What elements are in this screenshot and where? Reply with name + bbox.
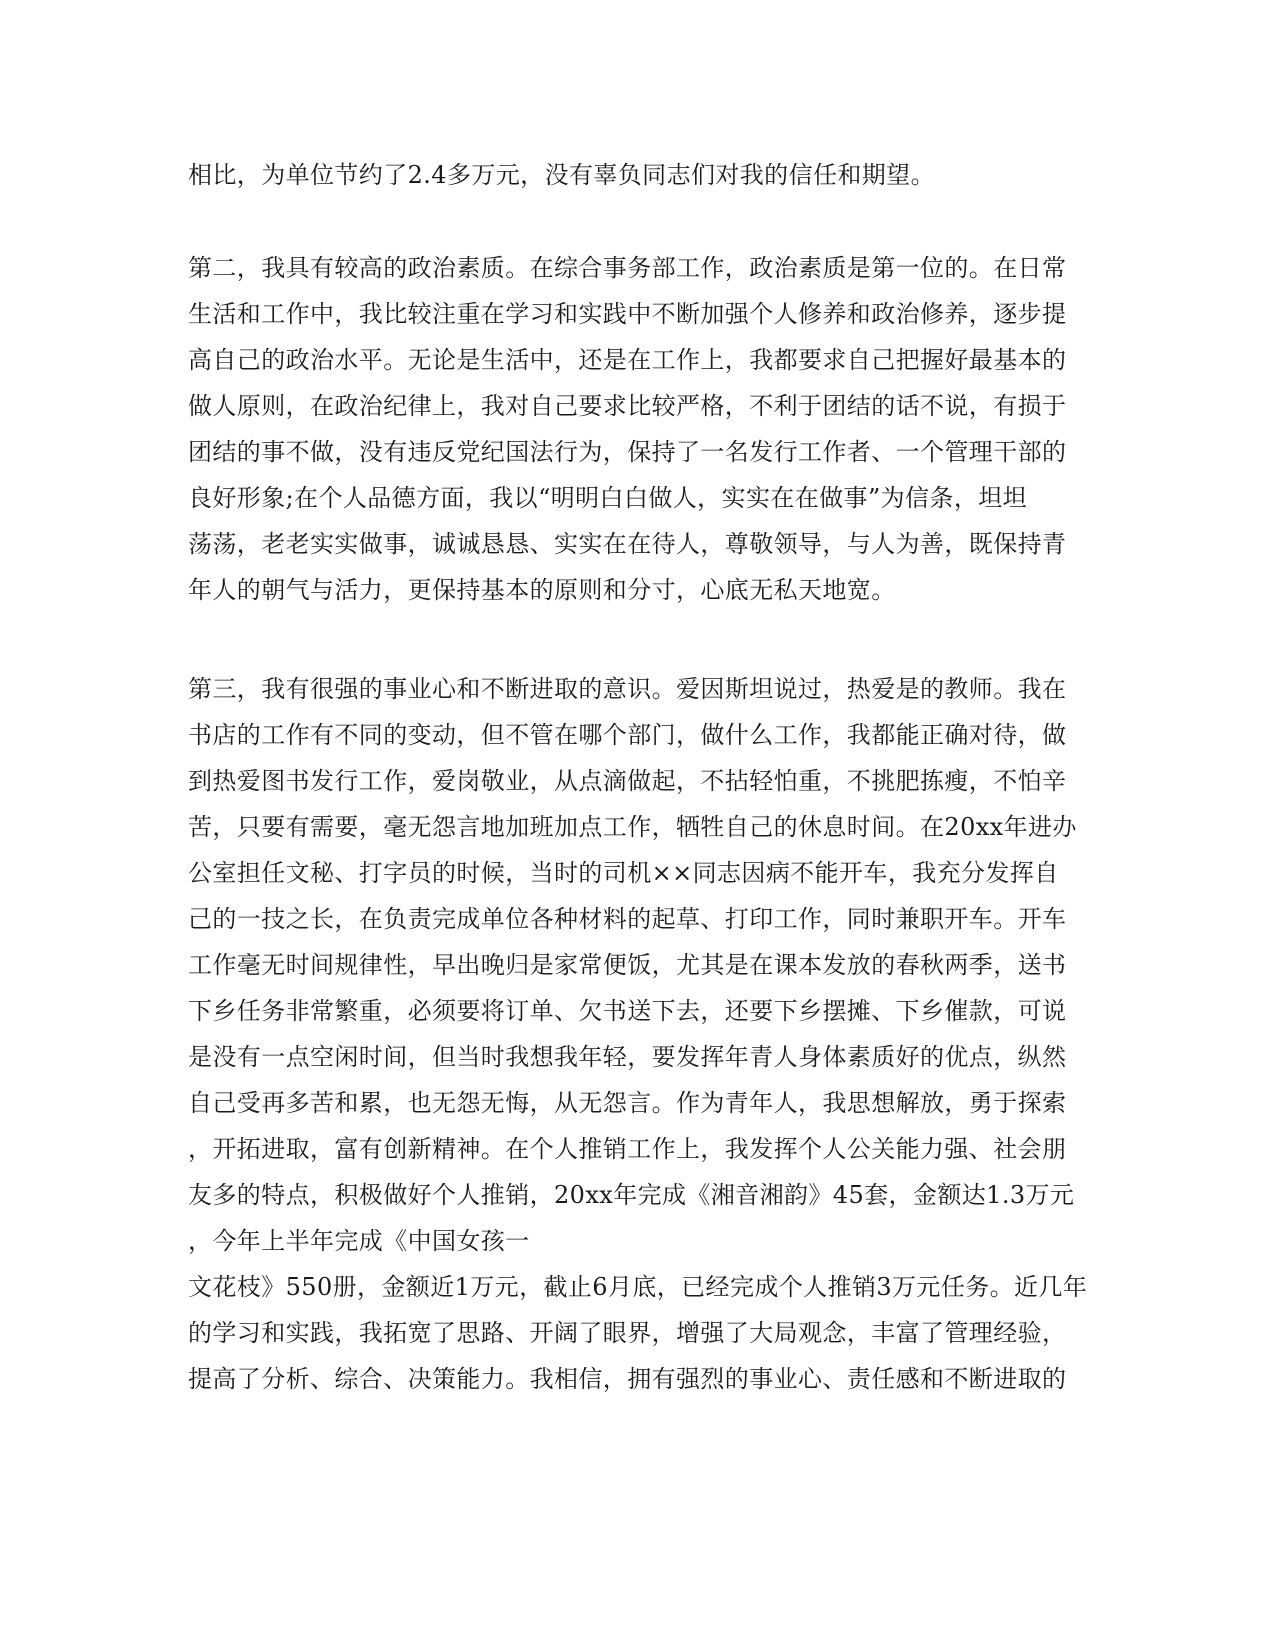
paragraph-3-line: 第三，我有很强的事业心和不断进取的意识。爱因斯坦说过，热爱是的教师。我在 [188, 675, 1067, 703]
paragraph-3-line: 下乡任务非常繁重，必须要将订单、欠书送下去，还要下乡摆摊、下乡催款，可说 [188, 997, 1067, 1025]
paragraph-2-line: 高自己的政治水平。无论是生活中，还是在工作上，我都要求自己把握好最基本的 [188, 346, 1067, 374]
paragraph-3-line: ，今年上半年完成《中国女孩一 [188, 1227, 530, 1255]
paragraph-3-line: 的学习和实践，我拓宽了思路、开阔了眼界，增强了大局观念，丰富了管理经验， [188, 1319, 1067, 1347]
paragraph-2-line: 第二，我具有较高的政治素质。在综合事务部工作，政治素质是第一位的。在日常 [188, 254, 1067, 282]
paragraph-3-line: 自己受再多苦和累，也无怨无悔，从无怨言。作为青年人，我思想解放，勇于探索 [188, 1089, 1067, 1117]
paragraph-2-line: 团结的事不做，没有违反党纪国法行为，保持了一名发行工作者、一个管理干部的 [188, 438, 1067, 466]
paragraph-2-line: 做人原则，在政治纪律上，我对自己要求比较严格，不利于团结的话不说，有损于 [188, 392, 1067, 420]
paragraph-3-line: 提高了分析、综合、决策能力。我相信，拥有强烈的事业心、责任感和不断进取的 [188, 1365, 1067, 1393]
paragraph-3-line: ，开拓进取，富有创新精神。在个人推销工作上，我发挥个人公关能力强、社会朋 [188, 1135, 1067, 1163]
paragraph-3-line: 文花枝》550册，金额近1万元，截止6月底，已经完成个人推销3万元任务。近几年 [188, 1273, 1088, 1301]
paragraph-3-line: 友多的特点，积极做好个人推销，20xx年完成《湘音湘韵》45套，金额达1.3万元 [188, 1181, 1075, 1209]
paragraph-2-line: 良好形象;在个人品德方面，我以“明明白白做人，实实在在做事”为信条，坦坦 [188, 484, 1028, 512]
paragraph-2-line: 年人的朝气与活力，更保持基本的原则和分寸，心底无私天地宽。 [188, 576, 896, 604]
paragraph-3-line: 苦，只要有需要，毫无怨言地加班加点工作，牺牲自己的休息时间。在20xx年进办 [188, 813, 1077, 841]
paragraph-3-line: 书店的工作有不同的变动，但不管在哪个部门，做什么工作，我都能正确对待，做 [188, 721, 1067, 749]
paragraph-3-line: 公室担任文秘、打字员的时候，当时的司机××同志因病不能开车，我充分发挥自 [188, 859, 1059, 887]
paragraph-3-line: 是没有一点空闲时间，但当时我想我年轻，要发挥年青人身体素质好的优点，纵然 [188, 1043, 1067, 1071]
paragraph-3-line: 到热爱图书发行工作，爱岗敬业，从点滴做起，不拈轻怕重，不挑肥拣瘦，不怕辛 [188, 767, 1067, 795]
paragraph-3-line: 己的一技之长，在负责完成单位各种材料的起草、打印工作，同时兼职开车。开车 [188, 905, 1067, 933]
paragraph-2-line: 生活和工作中，我比较注重在学习和实践中不断加强个人修养和政治修养，逐步提 [188, 300, 1067, 328]
paragraph-2-line: 荡荡，老老实实做事，诚诚恳恳、实实在在待人，尊敬领导，与人为善，既保持青 [188, 530, 1067, 558]
paragraph-3-line: 工作毫无时间规律性，早出晚归是家常便饭，尤其是在课本发放的春秋两季，送书 [188, 951, 1067, 979]
text-line: 相比，为单位节约了2.4多万元，没有辜负同志们对我的信任和期望。 [188, 161, 935, 189]
